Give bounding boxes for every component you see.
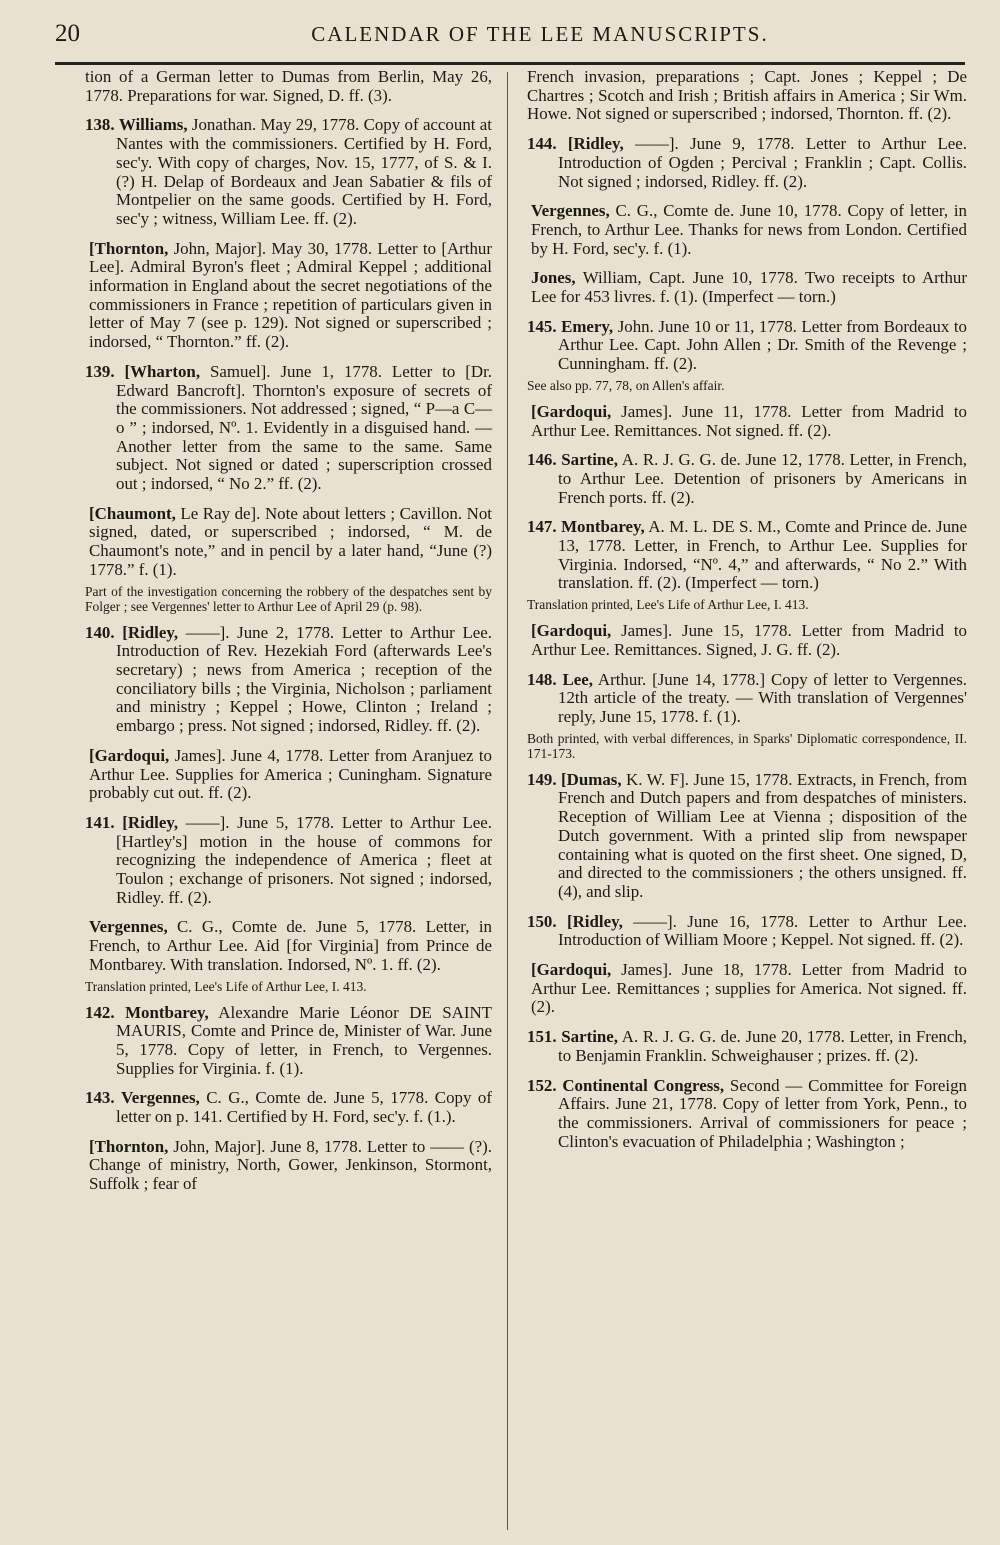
calendar-entry: [85, 1004, 492, 1079]
entry-text: ——]. June 16, 1778. Letter to Arthur Lee. Introduction of William Moore ; Keppel. Not signed. ff. (2).: [558, 911, 967, 950]
entry-name: [Ridley,: [122, 622, 179, 642]
entry-name: [Ridley,: [566, 911, 623, 931]
entry-number: 143.: [85, 1088, 115, 1108]
page-number: 20: [55, 20, 80, 47]
calendar-entry: [85, 363, 492, 494]
calendar-entry: [527, 451, 967, 507]
entry-name: Williams,: [118, 115, 188, 135]
entry-text: James]. June 4, 1778. Letter from Aranjuez to Arthur Lee. Supplies for America ; Cuningham. Signature probably cut out. ff. (2).: [89, 745, 492, 803]
entry-name: [Thornton,: [89, 1136, 169, 1156]
entry-number: 139.: [85, 361, 115, 381]
calendar-subentry: [85, 747, 492, 803]
entry-number: 147.: [527, 517, 557, 537]
entry-name: [Gardoqui,: [531, 621, 612, 641]
entry-text: ——]. June 2, 1778. Letter to Arthur Lee. Introduction of Rev. Hezekiah Ford (afterwards Lee's secretary) ; news from America ; reception of the conciliatory bills ; the Virginia, Nicholson ; parliament and ministry ; Keppel ; Howe, Clinton ; Ireland ; embargo ; press. Not signed ; indorsed, Ridley. ff. (2).: [116, 622, 492, 736]
calendar-entry: [527, 671, 967, 727]
entry-text: Alexandre Marie Léonor DE SAINT MAURIS, Comte and Prince de, Minister of War. June 5, 1778. Copy of letter, in French, to Vergennes. Supplies for Virginia. f. (1).: [116, 1002, 492, 1078]
entry-name: [Gardoqui,: [531, 960, 612, 980]
calendar-entry: [85, 116, 492, 228]
entry-name: [Ridley,: [567, 134, 624, 154]
entry-name: Sartine,: [561, 450, 619, 470]
entry-name: Jones,: [531, 268, 576, 288]
entry-number: 142.: [85, 1002, 115, 1022]
entry-text: Arthur. [June 14, 1778.] Copy of letter to Vergennes. 12th article of the treaty. — With translation of Vergennes' reply, June 15, 1778. f. (1).: [558, 669, 968, 726]
entry-number: 149.: [527, 769, 557, 789]
entry-name: Vergennes,: [121, 1088, 200, 1108]
left-column: [85, 68, 492, 1205]
entry-name: Vergennes,: [531, 201, 610, 221]
calendar-subentry: [85, 918, 492, 974]
entry-name: [Ridley,: [122, 812, 179, 832]
calendar-entry: [527, 318, 967, 374]
entry-text: James]. June 11, 1778. Letter from Madrid to Arthur Lee. Remittances. Not signed. ff. (2).: [531, 401, 967, 440]
calendar-subentry: [85, 1138, 492, 1194]
continued-text: [85, 68, 492, 105]
calendar-subentry: [527, 202, 967, 258]
editorial-note: See also pp. 77, 78, on Allen's affair.: [527, 377, 725, 393]
entry-text: Second — Committee for Foreign Affairs. June 21, 1778. Copy of letter from York, Penn., to the commissioners. Arrival of commissioners for peace ; Clinton's evacuation of Philadelphia ; Washington ;: [558, 1075, 967, 1151]
entry-text: Jonathan. May 29, 1778. Copy of account at Nantes with the commissioners. Certified by H. Ford, sec'y. With copy of charges, Nov. 15, 1777, of S. & I. (?) H. Delap of Bordeaux and Jean Sabatier & fils of Montpelier on the same goods. Certified by H. Ford, sec'y ; witness, William Lee. ff. (2).: [116, 115, 492, 228]
right-column: [527, 68, 967, 1162]
continued-text: [527, 68, 967, 124]
calendar-entry: [527, 913, 967, 950]
entry-text: K. W. F]. June 15, 1778. Extracts, in French, from French and Dutch papers and from despatches of ministers. Reception of William Lee at Vienna ; disposition of the Dutch government. With a printed slip from newspaper containing what is quoted on the first sheet. One signed, D, and directed to the commissioners ; the others unsigned. ff. (4), and slip.: [558, 769, 967, 901]
entry-text: ——]. June 9, 1778. Letter to Arthur Lee. Introduction of Ogden ; Percival ; Franklin ; Capt. Collis. Not signed ; indorsed, Ridley. ff. (2).: [558, 134, 967, 191]
editorial-note: Translation printed, Lee's Life of Arthur Lee, I. 413.: [85, 978, 367, 994]
editorial-note: Both printed, with verbal differences, in Sparks' Diplomatic correspondence, II. 171-173.: [527, 730, 967, 761]
editorial-note: Part of the investigation concerning the robbery of the despatches sent by Folger ; see Vergennes' letter to Arthur Lee of April 29 (p. 98).: [85, 583, 492, 614]
entry-text: James]. June 18, 1778. Letter from Madrid to Arthur Lee. Remittances ; supplies for America. Not signed. ff. (2).: [531, 960, 967, 1017]
entry-number: 141.: [85, 812, 115, 832]
entry-text: Samuel]. June 1, 1778. Letter to [Dr. Edward Bancroft]. Thornton's exposure of secrets of the commissioners. Not addressed ; signed, “ P—a C—o ” ; indorsed, Nº. 1. Evidently in a disguised hand. — Another letter from the same to the same. Same subject. Not signed or dated ; superscription crossed out ; indorsed, “ No 2.” ff. (2).: [116, 361, 492, 494]
entry-number: 148.: [527, 669, 557, 689]
entry-text: A. R. J. G. G. de. June 20, 1778. Letter, in French, to Benjamin Franklin. Schweighauser ; prizes. ff. (2).: [558, 1027, 967, 1065]
entry-text: C. G., Comte de. June 5, 1778. Copy of letter on p. 141. Certified by H. Ford, sec'y. f. (1.).: [116, 1088, 492, 1127]
entry-name: Continental Congress,: [562, 1075, 725, 1095]
entry-number: 146.: [527, 450, 557, 470]
column-divider: [507, 72, 508, 1530]
entry-name: [Wharton,: [124, 361, 201, 381]
entry-text: John, Major]. June 8, 1778. Letter to —— (?). Change of ministry, North, Gower, Jenkinson, Stormont, Suffolk ; fear of: [89, 1136, 492, 1194]
entry-number: 140.: [85, 622, 115, 642]
entry-name: [Gardoqui,: [531, 401, 612, 421]
entry-number: 145.: [527, 316, 557, 336]
calendar-subentry: [85, 240, 492, 352]
calendar-entry: [527, 771, 967, 902]
entry-text: Le Ray de]. Note about letters ; Cavillon. Not signed, dated, or superscribed ; indorsed, “ M. de Chaumont's note,” and in pencil by a later hand, “June (?) 1778.” f. (1).: [89, 503, 492, 579]
calendar-entry: [527, 135, 967, 191]
calendar-entry: [85, 814, 492, 908]
entry-number: 151.: [527, 1027, 557, 1047]
calendar-entry: [85, 1089, 492, 1126]
entry-text: William, Capt. June 10, 1778. Two receipts to Arthur Lee for 453 livres. f. (1). (Imperfect — torn.): [531, 268, 967, 307]
entry-text: French invasion, preparations ; Capt. Jones ; Keppel ; De Chartres ; Scotch and Irish ; British affairs in America ; Sir Wm. Howe. Not signed or superscribed ; indorsed, Thornton. ff. (2).: [527, 67, 967, 124]
page-header: [55, 20, 965, 52]
calendar-subentry: [527, 403, 967, 440]
entry-number: 152.: [527, 1075, 557, 1095]
entry-name: [Dumas,: [561, 769, 622, 789]
entry-name: [Chaumont,: [89, 503, 176, 523]
entry-name: Lee,: [562, 669, 593, 689]
calendar-entry: [527, 1028, 967, 1065]
entry-name: [Gardoqui,: [89, 745, 170, 765]
entry-text: tion of a German letter to Dumas from Berlin, May 26, 1778. Preparations for war. Signed, D. ff. (3).: [85, 67, 492, 105]
calendar-entry: [527, 1077, 967, 1152]
entry-name: Sartine,: [561, 1027, 619, 1047]
entry-number: 138.: [85, 115, 115, 135]
entry-name: [Thornton,: [89, 238, 169, 258]
entry-name: Vergennes,: [89, 917, 168, 937]
calendar-entry: [85, 624, 492, 736]
entry-text: C. G., Comte de. June 5, 1778. Letter, in French, to Arthur Lee. Aid [for Virginia] from Prince de Montbarey. With translation. Indorsed, Nº. 1. ff. (2).: [89, 917, 492, 974]
entry-text: John. June 10 or 11, 1778. Letter from Bordeaux to Arthur Lee. Capt. John Allen ; Dr. Smith of the Revenge ; Cunningham. ff. (2).: [558, 316, 967, 374]
running-title: CALENDAR OF THE LEE MANUSCRIPTS.: [311, 22, 769, 46]
calendar-subentry: [527, 622, 967, 659]
entry-number: 150.: [527, 911, 557, 931]
entry-name: Emery,: [561, 316, 614, 336]
calendar-subentry: [85, 505, 492, 580]
entry-text: A. M. L. DE S. M., Comte and Prince de. June 13, 1778. Letter, in French, to Arthur Lee. Supplies for Virginia. Indorsed, “Nº. 4,” and afterwards, “ No 2.” With translation. ff. (2). (Imperfect — torn.): [558, 517, 967, 593]
entry-text: ——]. June 5, 1778. Letter to Arthur Lee. [Hartley's] motion in the house of commons for recognizing the independence of America ; fleet at Toulon ; exchange of prisoners. Not signed ; indorsed, Ridley. ff. (2).: [116, 812, 492, 907]
calendar-entry: [527, 518, 967, 593]
entry-number: 144.: [527, 134, 557, 154]
calendar-subentry: [527, 269, 967, 306]
entry-text: A. R. J. G. G. de. June 12, 1778. Letter, in French, to Arthur Lee. Detention of prisoners by Americans in French ports. ff. (2).: [558, 450, 967, 507]
editorial-note: Translation printed, Lee's Life of Arthur Lee, I. 413.: [527, 597, 809, 613]
header-rule: [55, 62, 965, 65]
entry-text: John, Major]. May 30, 1778. Letter to [Arthur Lee]. Admiral Byron's fleet ; Admiral Keppel ; additional information in England about the secret negotiations of the commissioners in France ; repetition of particulars given in letter of May 7 (see p. 129). Not signed or superscribed ; indorsed, “ Thornton.” ff. (2).: [89, 238, 492, 352]
calendar-subentry: [527, 961, 967, 1017]
entry-text: C. G., Comte de. June 10, 1778. Copy of letter, in French, to Arthur Lee. Thanks for news from London. Certified by H. Ford, sec'y. f. (1).: [531, 201, 967, 258]
entry-name: Montbarey,: [561, 517, 645, 537]
entry-name: Montbarey,: [125, 1002, 209, 1022]
entry-text: James]. June 15, 1778. Letter from Madrid to Arthur Lee. Remittances. Signed, J. G. ff. (2).: [531, 621, 967, 659]
